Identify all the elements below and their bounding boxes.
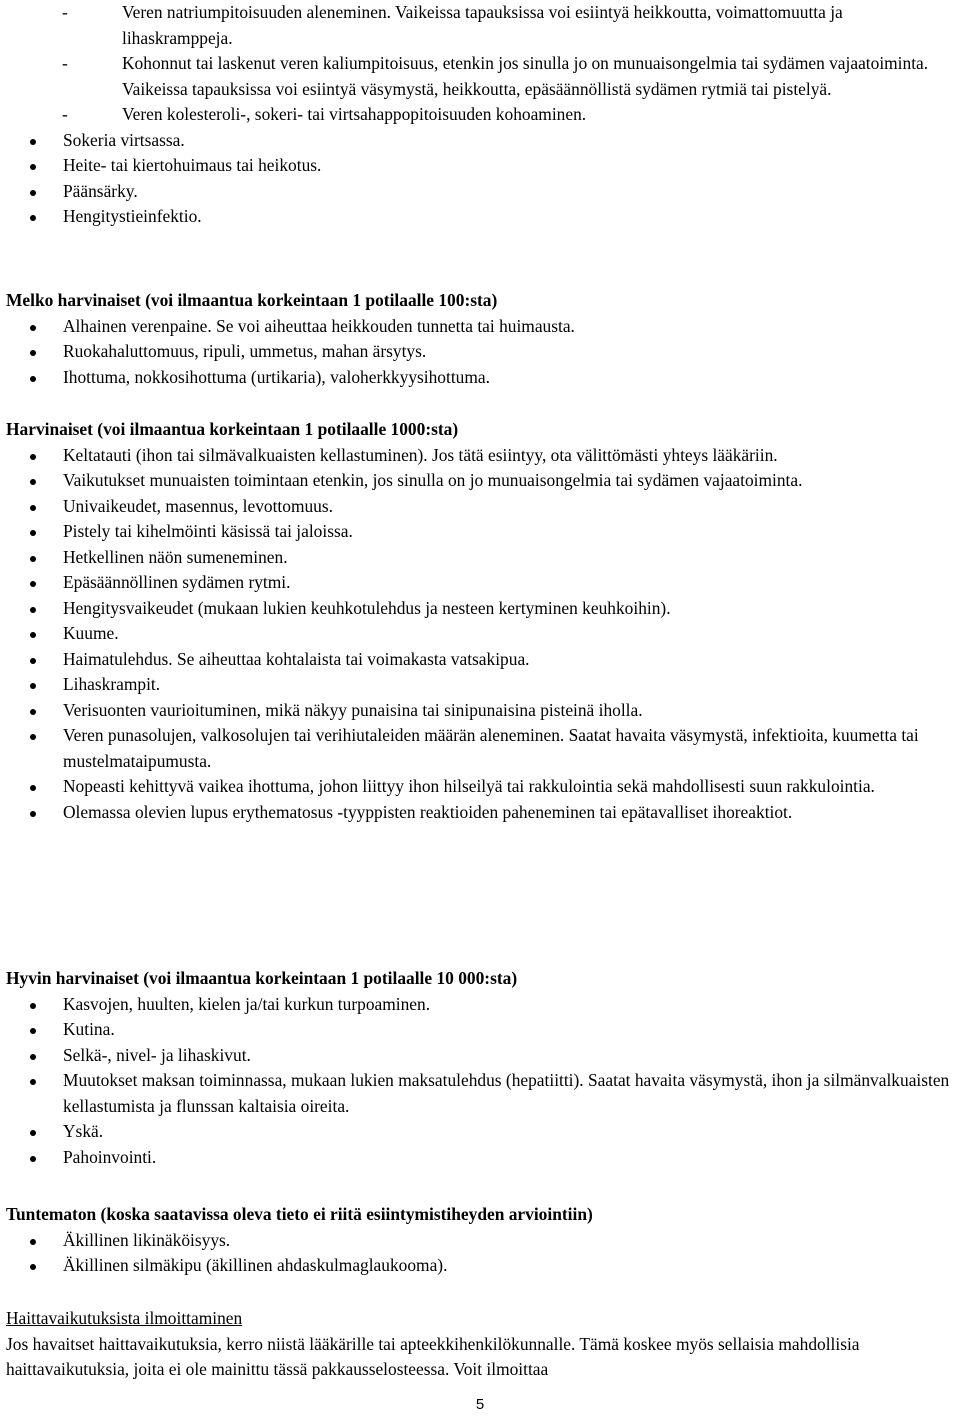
list-item [0, 365, 960, 391]
list-item-text: Hengitysvaikeudet (mukaan lukien keuhkotulehdus ja nesteen kertyminen keuhkoihin). [63, 597, 671, 618]
bullet-icon [30, 632, 36, 638]
list-item [0, 204, 960, 230]
section-hyvin-harvinaiset [0, 966, 960, 1170]
bullet-icon [30, 581, 36, 587]
list-item-text: Äkillinen silmäkipu (äkillinen ahdaskulmaglaukooma). [63, 1255, 448, 1275]
bullet-icon [30, 139, 36, 145]
list-item-text: Lihaskrampit. [63, 674, 161, 694]
list-item-text: Heite- tai kiertohuimaus tai heikotus. [63, 155, 322, 175]
list-item [0, 545, 960, 571]
list-item [0, 1119, 960, 1145]
section-tuntematon [0, 1202, 960, 1279]
reporting-heading: Haittavaikutuksista ilmoittaminen [6, 1308, 243, 1328]
top-list [0, 0, 960, 230]
bullet-icon [30, 556, 36, 562]
list-item [0, 621, 960, 647]
list-item [0, 339, 960, 365]
list-item-text: Ruokahaluttomuus, ripuli, ummetus, mahan ärsytys. [63, 341, 427, 361]
list-item-text: Keltatauti (ihon tai silmävalkuaisten kellastuminen). Jos tätä esiintyy, ota välittömästi yhteys lääkäriin. [63, 444, 778, 465]
bullet-icon [30, 1003, 36, 1009]
list-item-text: Pahoinvointi. [63, 1146, 157, 1167]
list-item-text: Olemassa olevien lupus erythematosus -tyyppisten reaktioiden paheneminen tai epätavalliset ihoreaktiot. [63, 801, 793, 822]
list-item [0, 179, 960, 205]
reporting-paragraph: Jos havaitset haittavaikutuksia, kerro niistä lääkärille tai apteekkihenkilökunnalle. Tämä koskee myös sellaisia mahdollisia haittavaikutuksia, joita ei ole mainittu tässä pakkausselosteessa. Voit ilmoittaa [6, 1333, 860, 1379]
bullet-icon [30, 607, 36, 613]
list-item [0, 596, 960, 622]
bullet-icon [30, 454, 36, 460]
list-item-text: Verisuonten vaurioituminen, mikä näkyy punaisina tai sinipunaisina pisteinä iholla. [63, 699, 643, 720]
section-heading: Melko harvinaiset (voi ilmaantua korkeintaan 1 potilaalle 100:sta) [6, 290, 498, 310]
dash-item-text: Veren kolesteroli-, sokeri- tai virtsahappopitoisuuden kohoaminen. [122, 104, 587, 124]
list-item-text: Kasvojen, huulten, kielen ja/tai kurkun turpoaminen. [63, 993, 431, 1014]
list-item [0, 698, 960, 724]
list-item [0, 1145, 960, 1171]
bullet-icon [30, 325, 36, 331]
list-item-text: Alhainen verenpaine. Se voi aiheuttaa heikkouden tunnetta tai huimausta. [63, 315, 575, 336]
bullet-icon [30, 1156, 36, 1162]
page-number: 5 [475, 1396, 485, 1413]
bullet-icon [30, 350, 36, 356]
bullet-icon [30, 683, 36, 689]
list-item [0, 647, 960, 673]
list-item-text: Äkillinen likinäköisyys. [63, 1229, 231, 1250]
list-item [0, 314, 960, 340]
section-harvinaiset [0, 417, 960, 825]
list-item-text: Haimatulehdus. Se aiheuttaa kohtalaista tai voimakasta vatsakipua. [63, 648, 530, 669]
list-item-text: Ihottuma, nokkosihottuma (urtikaria), valoherkkyysihottuma. [63, 366, 490, 387]
dash-marker: - [62, 104, 68, 124]
bullet-icon [30, 1028, 36, 1034]
section-melko-harvinaiset [0, 288, 960, 390]
bullet-icon [30, 190, 36, 196]
list-item-text: Epäsäännöllinen sydämen rytmi. [63, 572, 291, 592]
list-item [0, 1253, 960, 1279]
list-item-text: Veren punasolujen, valkosolujen tai verihiutaleiden määrän aleneminen. Saatat havaita väsymystä, infektioita, kuumetta tai mustelmataipumusta. [63, 725, 919, 771]
bullet-icon [30, 1239, 36, 1245]
list-item-text: Muutokset maksan toiminnassa, mukaan lukien maksatulehdus (hepatiitti). Saatat havaita väsymystä, ihon ja silmänvalkuaisten kellastumista ja flunssan kaltaisia oireita. [63, 1070, 950, 1116]
list-item [0, 800, 960, 826]
list-item [0, 1017, 960, 1043]
list-item [0, 723, 960, 774]
list-item-text: Päänsärky. [63, 180, 138, 201]
bullet-icon [30, 164, 36, 170]
list-item-text: Hengitystieinfektio. [63, 206, 202, 226]
list-item-text: Kuume. [63, 623, 119, 643]
list-item [0, 519, 960, 545]
list-item-text: Univaikeudet, masennus, levottomuus. [63, 495, 333, 516]
list-item-text: Kutina. [63, 1019, 115, 1039]
dash-item-text: Kohonnut tai laskenut veren kaliumpitoisuus, etenkin jos sinulla jo on munuaisongelmia tai sydämen vajaatoiminta. Vaikeissa tapauksissa voi esiintyä väsymystä, heikkoutta, epäsäännöllistä sydämen rytmiä tai pistelyä. [122, 53, 929, 99]
bullet-icon [30, 658, 36, 664]
section-heading: Hyvin harvinaiset (voi ilmaantua korkeintaan 1 potilaalle 10 000:sta) [6, 968, 518, 988]
bullet-icon [30, 1054, 36, 1060]
bullet-icon [30, 811, 36, 817]
list-item-text: Hetkellinen näön sumeneminen. [63, 546, 288, 567]
list-item [0, 1068, 960, 1119]
dash-marker: - [62, 2, 68, 22]
bullet-icon [30, 479, 36, 485]
section-heading: Harvinaiset (voi ilmaantua korkeintaan 1 potilaalle 1000:sta) [6, 419, 459, 439]
dash-item [0, 51, 960, 102]
list-item [0, 468, 960, 494]
list-item-text: Vaikutukset munuaisten toimintaan etenkin, jos sinulla on jo munuaisongelmia tai sydämen vajaatoiminta. [63, 470, 803, 490]
list-item-text: Yskä. [63, 1121, 104, 1141]
bullet-icon [30, 734, 36, 740]
list-item-text: Selkä-, nivel- ja lihaskivut. [63, 1044, 251, 1065]
list-item-text: Nopeasti kehittyvä vaikea ihottuma, johon liittyy ihon hilseilyä tai rakkulointia sekä mahdollisesti suun rakkulointia. [63, 776, 875, 796]
list-item [0, 443, 960, 469]
bullet-icon [30, 1264, 36, 1270]
bullet-icon [30, 505, 36, 511]
list-item [0, 128, 960, 154]
list-item [0, 570, 960, 596]
bullet-icon [30, 376, 36, 382]
bullet-icon [30, 709, 36, 715]
dash-item-text: Veren natriumpitoisuuden aleneminen. Vaikeissa tapauksissa voi esiintyä heikkoutta, voimattomuutta ja lihaskramppeja. [122, 2, 843, 48]
list-item [0, 153, 960, 179]
section-reporting [0, 1306, 960, 1383]
list-item [0, 494, 960, 520]
list-item-text: Sokeria virtsassa. [63, 129, 185, 150]
bullet-icon [30, 215, 36, 221]
dash-marker: - [62, 53, 68, 73]
dash-item [0, 0, 960, 51]
list-item-text: Pistely tai kihelmöinti käsissä tai jaloissa. [63, 521, 353, 541]
bullet-icon [30, 530, 36, 536]
bullet-icon [30, 785, 36, 791]
list-item [0, 1043, 960, 1069]
list-item [0, 1228, 960, 1254]
section-heading: Tuntematon (koska saatavissa oleva tieto ei riitä esiintymistiheyden arviointiin) [6, 1204, 593, 1224]
dash-item [0, 102, 960, 128]
bullet-icon [30, 1079, 36, 1085]
bullet-icon [30, 1130, 36, 1136]
list-item [0, 992, 960, 1018]
list-item [0, 672, 960, 698]
list-item [0, 774, 960, 800]
